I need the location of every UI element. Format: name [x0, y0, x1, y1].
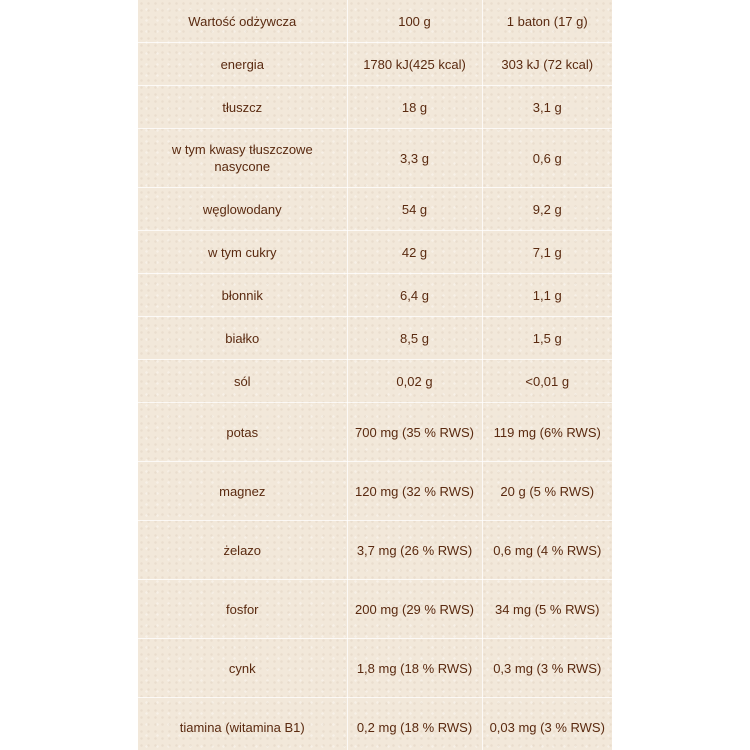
value-per-100g: 42 g: [347, 231, 482, 274]
value-per-bar: 119 mg (6% RWS): [482, 403, 612, 462]
nutrient-name: w tym kwasy tłuszczowe nasycone: [138, 129, 347, 188]
nutrient-name: błonnik: [138, 274, 347, 317]
value-per-bar: 303 kJ (72 kcal): [482, 43, 612, 86]
nutrient-name: tłuszcz: [138, 86, 347, 129]
nutrient-name: potas: [138, 403, 347, 462]
value-per-100g: 8,5 g: [347, 317, 482, 360]
table-row: [138, 698, 612, 750]
table-row: [138, 317, 612, 360]
table-row: [138, 580, 612, 639]
header-nutrient: Wartość odżywcza: [138, 0, 347, 43]
value-per-bar: 0,6 mg (4 % RWS): [482, 521, 612, 580]
header-per-100g: 100 g: [347, 0, 482, 43]
table-row: [138, 129, 612, 188]
value-per-100g: 700 mg (35 % RWS): [347, 403, 482, 462]
value-per-100g: 3,7 mg (26 % RWS): [347, 521, 482, 580]
value-per-100g: 3,3 g: [347, 129, 482, 188]
table-row: [138, 639, 612, 698]
table-row: [138, 231, 612, 274]
value-per-bar: 1,5 g: [482, 317, 612, 360]
nutrient-name: sól: [138, 360, 347, 403]
value-per-bar: 34 mg (5 % RWS): [482, 580, 612, 639]
table-row: [138, 403, 612, 462]
value-per-100g: 1,8 mg (18 % RWS): [347, 639, 482, 698]
value-per-100g: 120 mg (32 % RWS): [347, 462, 482, 521]
nutrient-name: fosfor: [138, 580, 347, 639]
table-row: [138, 43, 612, 86]
value-per-bar: 9,2 g: [482, 188, 612, 231]
nutrition-table: [138, 0, 612, 750]
table-row: [138, 521, 612, 580]
value-per-100g: 200 mg (29 % RWS): [347, 580, 482, 639]
table-row: [138, 360, 612, 403]
value-per-bar: 0,03 mg (3 % RWS): [482, 698, 612, 750]
nutrient-name: magnez: [138, 462, 347, 521]
value-per-bar: 1,1 g: [482, 274, 612, 317]
nutrition-panel: [138, 0, 612, 750]
header-per-bar: 1 baton (17 g): [482, 0, 612, 43]
table-row: [138, 188, 612, 231]
table-row: [138, 86, 612, 129]
value-per-bar: <0,01 g: [482, 360, 612, 403]
table-row: [138, 274, 612, 317]
value-per-100g: 0,2 mg (18 % RWS): [347, 698, 482, 750]
nutrient-name: tiamina (witamina B1): [138, 698, 347, 750]
nutrient-name: energia: [138, 43, 347, 86]
value-per-bar: 0,6 g: [482, 129, 612, 188]
value-per-100g: 54 g: [347, 188, 482, 231]
table-header-row: [138, 0, 612, 43]
value-per-100g: 1780 kJ(425 kcal): [347, 43, 482, 86]
value-per-bar: 0,3 mg (3 % RWS): [482, 639, 612, 698]
nutrient-name: cynk: [138, 639, 347, 698]
value-per-bar: 3,1 g: [482, 86, 612, 129]
nutrient-name: w tym cukry: [138, 231, 347, 274]
nutrient-name: węglowodany: [138, 188, 347, 231]
table-row: [138, 462, 612, 521]
value-per-100g: 18 g: [347, 86, 482, 129]
value-per-bar: 20 g (5 % RWS): [482, 462, 612, 521]
nutrient-name: żelazo: [138, 521, 347, 580]
value-per-bar: 7,1 g: [482, 231, 612, 274]
nutrient-name: białko: [138, 317, 347, 360]
value-per-100g: 6,4 g: [347, 274, 482, 317]
value-per-100g: 0,02 g: [347, 360, 482, 403]
